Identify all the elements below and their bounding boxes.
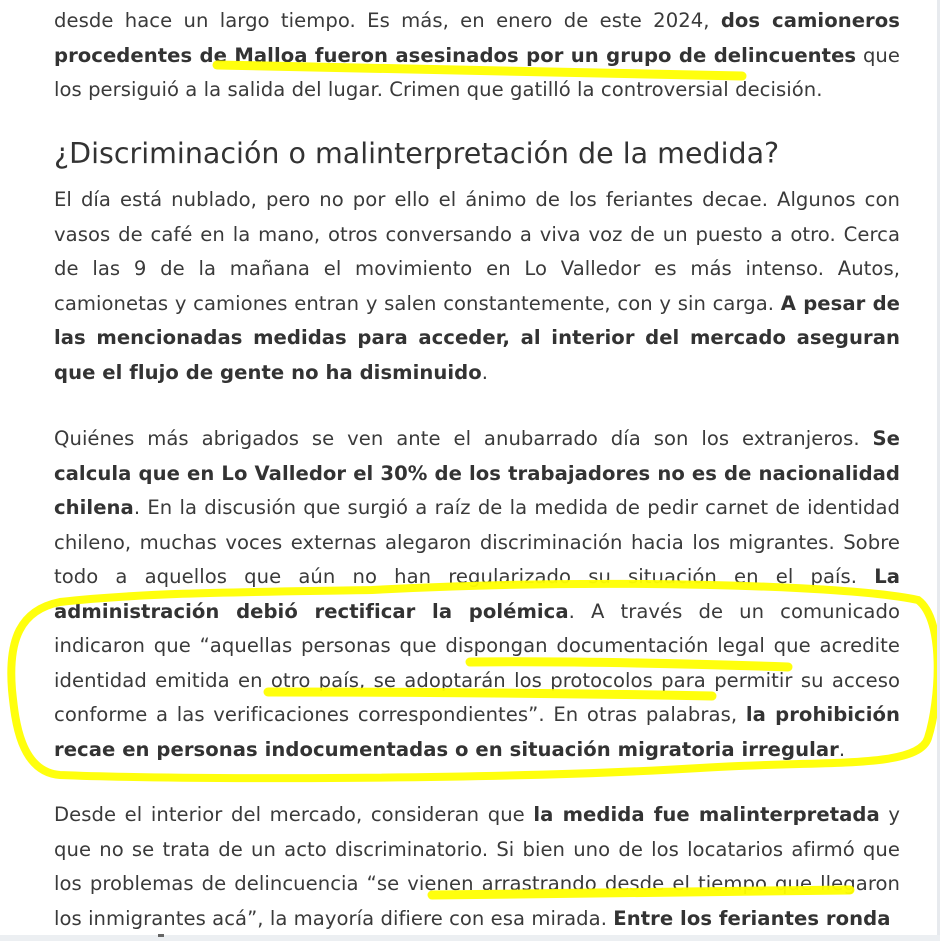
text-run: . (838, 737, 846, 761)
bold-run: la prohibición recae en personas indocumentadas o en situación migratoria irregular (54, 703, 900, 761)
paragraph-3 (54, 798, 900, 936)
text-run: Quiénes más abrigados se ven ante el anubarrado día son los extranjeros. (54, 427, 873, 450)
text-run: que los persiguió a la salida del lugar. Crimen que gatilló la controversial decisión. (54, 43, 901, 101)
text-run: . A través de un comunicado indicaron que “aquellas personas que dispongan documentación legal que acredite identidad emitida en otro país, se adoptarán los protocolos para permitir su acceso conforme a las verificaciones correspondientes”. En otras palabras, (54, 599, 900, 726)
paragraph-1 (54, 183, 900, 390)
bold-run: dos camioneros procedentes de Malloa fueron asesinados por un grupo de delincuentes (54, 9, 900, 67)
section-heading: ¿Discriminación o malinterpretación de la medida? (54, 137, 780, 170)
bold-run: A pesar de las mencionadas medidas para acceder, al interior del mercado aseguran que el flujo de gente no ha disminuido (54, 291, 901, 384)
bold-run: la medida fue malinterpretada (533, 803, 880, 826)
text-run: . En la discusión que surgió a raíz de la medida de pedir carnet de identidad chileno, muchas voces externas alegaron discriminación hacia los migrantes. Sobre todo a aquellos que aún no han regularizado su situación en el país. (54, 496, 900, 588)
bottom-edge-bar (0, 935, 940, 941)
text-run: desde hace un largo tiempo. Es más, en enero de este 2024, (54, 9, 721, 32)
bold-run: Se calcula que en Lo Valledor el 30% de los trabajadores no es de nacionalidad chilena (54, 427, 900, 519)
text-run: Desde el interior del mercado, consideran que (54, 803, 534, 826)
paragraph-2 (54, 422, 900, 767)
text-run: . (481, 360, 489, 384)
text-run: El día está nublado, pero no por ello el ánimo de los feriantes decae. Algunos con vasos de café en la mano, otros conversando a viva voz de un puesto a otro. Cerca de las 9 de la mañana el movimiento en Lo Valledor es más intenso. Autos, camionetas y camiones entran y salen constantemente, con y sin carga. (54, 188, 900, 315)
bold-run: Entre los feriantes ronda (613, 906, 891, 930)
text-run: y que no se trata de un acto discriminatorio. Si bien uno de los locatarios afirmó que los problemas de delincuencia “se vienen arrastrando desde el tiempo que llegaron los inmigrantes acá”, la mayoría difiere con esa mirada. (54, 803, 900, 930)
text-cursor-mark (158, 934, 164, 937)
paragraph-intro (54, 4, 900, 108)
bold-run: La administración debió rectificar la polémica (54, 565, 900, 623)
